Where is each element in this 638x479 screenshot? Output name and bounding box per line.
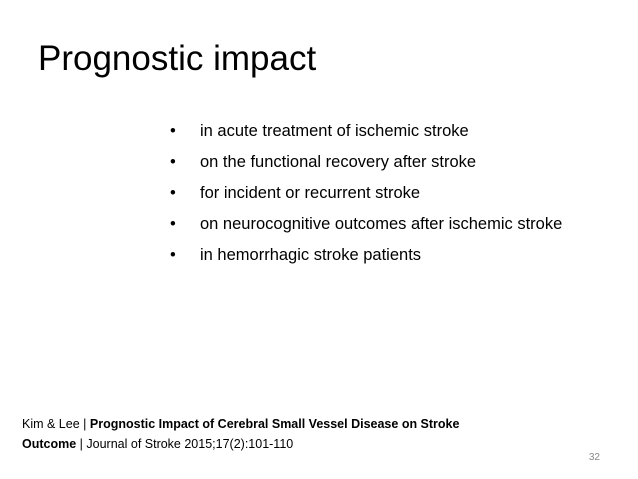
bullet-text: in hemorrhagic stroke patients <box>200 246 422 264</box>
bullet-text: in acute treatment of ischemic stroke <box>200 122 469 140</box>
bullet-item <box>166 118 586 144</box>
bullet-item <box>166 242 586 268</box>
citation-journal: Journal of Stroke 2015;17(2):101-110 <box>86 437 294 451</box>
bullet-icon: • <box>170 122 176 140</box>
bullet-icon: • <box>170 153 176 171</box>
slide-title: Prognostic impact <box>38 39 317 78</box>
citation-separator: | <box>76 437 87 451</box>
citation <box>22 414 482 454</box>
bullet-item <box>166 211 586 237</box>
bullet-item <box>166 149 586 175</box>
bullet-icon: • <box>170 246 176 264</box>
citation-separator: | <box>79 417 90 431</box>
page-number: 32 <box>588 452 600 463</box>
citation-article-title: Prognostic Impact of Cerebral Small Vessel Disease on Stroke Outcome <box>22 417 460 451</box>
citation-authors: Kim & Lee <box>22 417 80 431</box>
bullet-icon: • <box>170 184 176 202</box>
bullet-text: on neurocognitive outcomes after ischemic stroke <box>200 215 563 233</box>
bullet-list <box>166 118 586 273</box>
bullet-text: on the functional recovery after stroke <box>200 153 477 171</box>
bullet-text: for incident or recurrent stroke <box>200 184 421 202</box>
bullet-icon: • <box>170 215 176 233</box>
bullet-item <box>166 180 586 206</box>
